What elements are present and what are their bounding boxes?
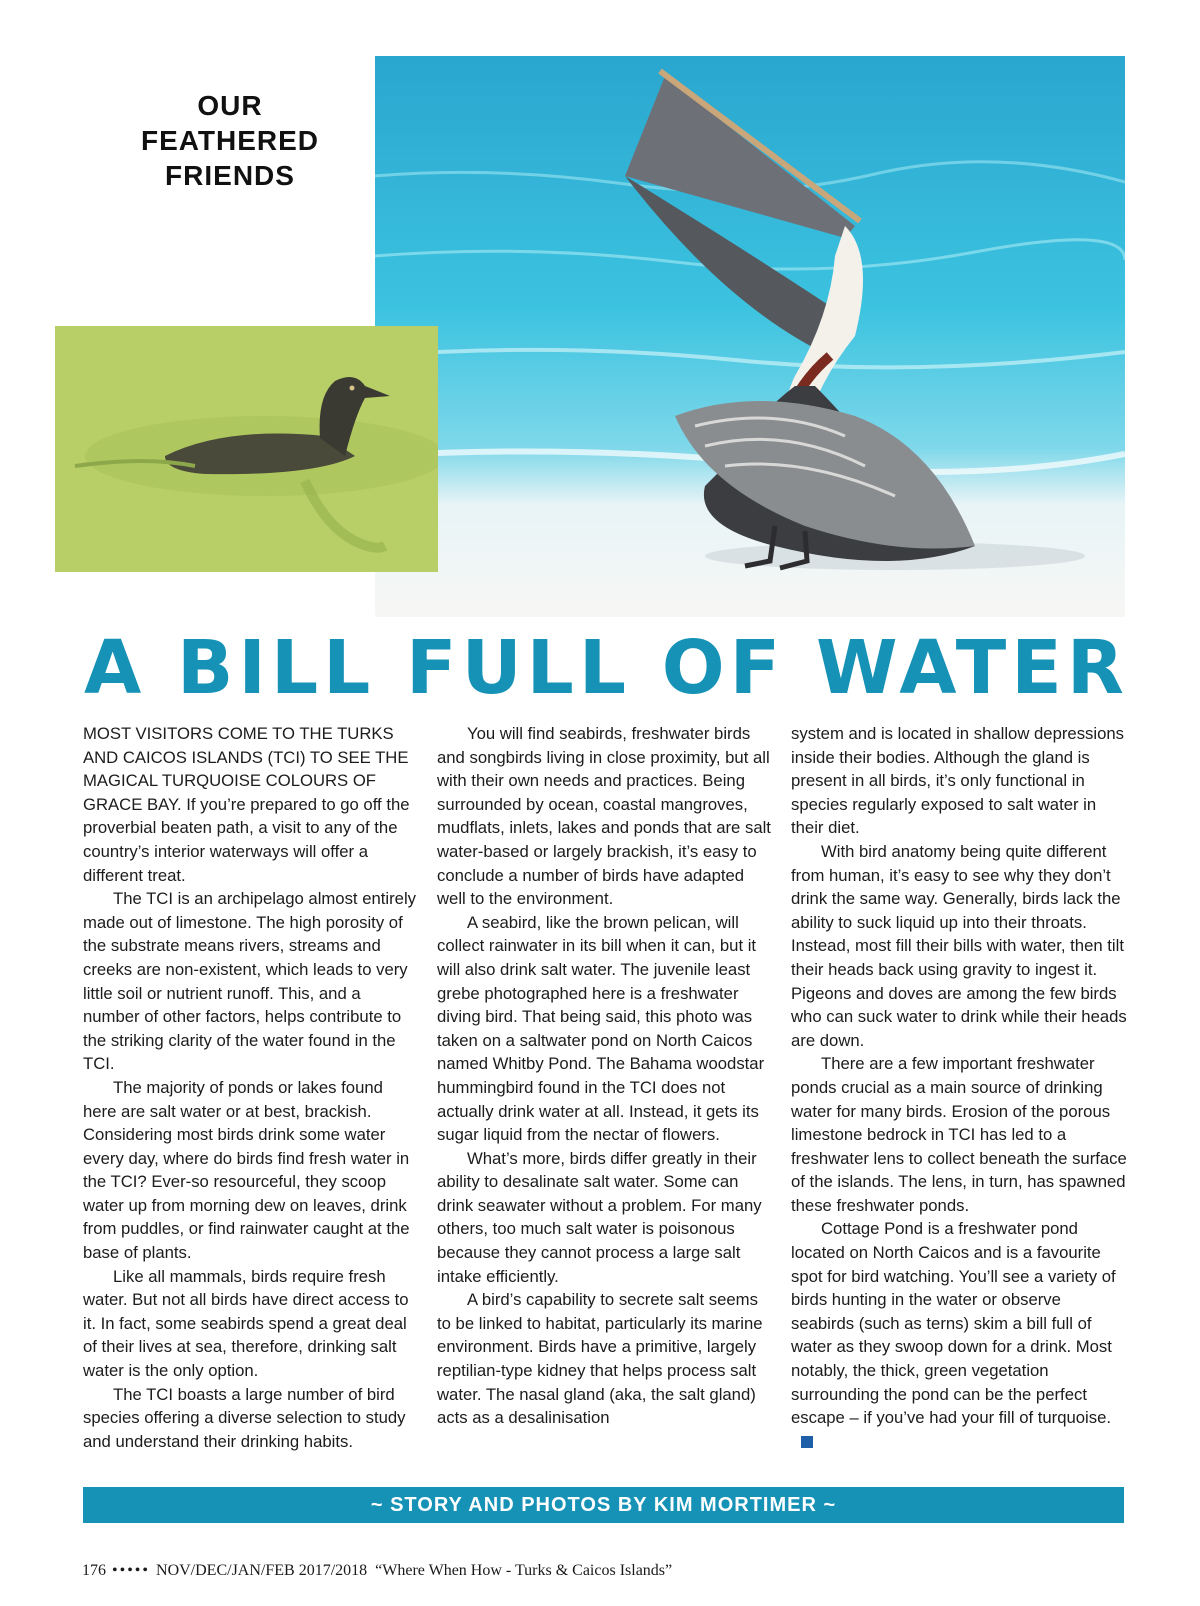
paragraph-final [791, 1217, 1127, 1453]
kicker-line: FRIENDS [165, 160, 295, 191]
article-column-2 [437, 722, 773, 1430]
paragraph: You will find seabirds, freshwater birds and songbirds living in close proximity, but all with their own needs and practices. Being surrounded by ocean, coastal mangroves, mudflats, inlets, lakes and ponds that are salt water-based or largely brackish, it’s easy to conclude a number of birds have adapted well to the environment. [437, 724, 771, 909]
paragraph: A bird’s capability to secrete salt seems to be linked to habitat, particularly its marine environment. Birds have a primitive, largely reptilian-type kidney that helps process salt water. The nasal gland (aka, the salt gland) acts as a desalinisation [437, 1290, 763, 1428]
issue-date: NOV/DEC/JAN/FEB 2017/2018 [156, 1562, 368, 1579]
section-kicker [110, 88, 350, 193]
paragraph: A seabird, like the brown pelican, will collect rainwater in its bill when it can, but it will also drink salt water. The juvenile least grebe photographed here is a freshwater diving bird. That being said, this photo was taken on a saltwater pond on North Caicos named Whitby Pond. The Bahama woodstar hummingbird found in the TCI does not actually drink water at all. Instead, it gets its sugar liquid from the nectar of flowers. [437, 912, 765, 1145]
byline-banner: ~ STORY AND PHOTOS BY KIM MORTIMER ~ [83, 1487, 1124, 1523]
paragraph: What’s more, birds differ greatly in their ability to desalinate salt water. Some can drink seawater without a problem. For many others, too much salt water is poisonous because they cannot process a large salt intake efficiently. [437, 1148, 762, 1286]
paragraph-text: Cottage Pond is a freshwater pond located on North Caicos and is a favourite spot for bird watching. You’ll see a variety of birds hunting in the water or observe seabirds (such as terns) skim a bill full of water as they swoop down for a drink. Most notably, the thick, green vegetation surrounding the pond can be the perfect escape – if you’ve had your fill of turquoise. [791, 1219, 1116, 1428]
article-column-1 [83, 722, 419, 1453]
kicker-line: OUR [197, 90, 263, 121]
footer-dots: ••••• [112, 1562, 151, 1579]
kicker-line: FEATHERED [140, 125, 320, 156]
square-end-mark-icon [801, 1436, 813, 1448]
page-number: 176 [82, 1562, 106, 1579]
pelican-photo [375, 56, 1125, 617]
paragraph: There are a few important freshwater ponds crucial as a main source of drinking water for many birds. Erosion of the porous limestone bedrock in TCI has led to a freshwater lens to collect beneath the surface of the islands. The lens, in turn, has spawned these freshwater ponds. [791, 1054, 1127, 1215]
paragraph: MOST VISITORS COME TO THE TURKS AND CAICOS ISLANDS (TCI) TO SEE THE MAGICAL TURQUOISE COLOURS OF GRACE BAY. If you’re prepared to go off the proverbial beaten path, a visit to any of the country’s interior waterways will offer a different treat. [83, 724, 410, 885]
paragraph: The TCI is an archipelago almost entirely made out of limestone. The high porosity of the substrate means rivers, streams and creeks are non-existent, which leads to very little soil or nutrient runoff. This, and a number of other factors, helps contribute to the striking clarity of the water found in the TCI. [83, 889, 416, 1074]
paragraph: The majority of ponds or lakes found here are salt water or at best, brackish. Considering most birds drink some water every day, where do birds find fresh water in the TCI? Ever-so resourceful, they scoop water up from morning dew on leaves, drink from puddles, or find rainwater caught at the base of plants. [83, 1077, 410, 1263]
page-footer [82, 1562, 672, 1580]
publication-name: “Where When How - Turks & Caicos Islands” [375, 1562, 673, 1579]
grebe-photo [55, 326, 438, 572]
article-column-3 [791, 722, 1127, 1453]
paragraph: Like all mammals, birds require fresh water. But not all birds have direct access to it. In fact, some seabirds spend a great deal of their lives at sea, therefore, drinking salt water is the only option. [83, 1266, 409, 1381]
paragraph: With bird anatomy being quite different from human, it’s easy to see why they don’t drink the same way. Generally, birds lack the ability to suck liquid up into their throats. Instead, most fill their bills with water, then tilt their heads back using gravity to ingest it. Pigeons and doves are among the few birds who can suck water to drink while their heads are down. [791, 841, 1127, 1050]
paragraph: The TCI boasts a large number of bird species offering a diverse selection to study and understand their drinking habits. [83, 1384, 406, 1451]
paragraph: system and is located in shallow depressions inside their bodies. Although the gland is present in all birds, it’s only functional in species regularly exposed to salt water in their diet. [791, 724, 1124, 838]
article-headline: A BILL FULL OF WATER [84, 625, 1129, 711]
